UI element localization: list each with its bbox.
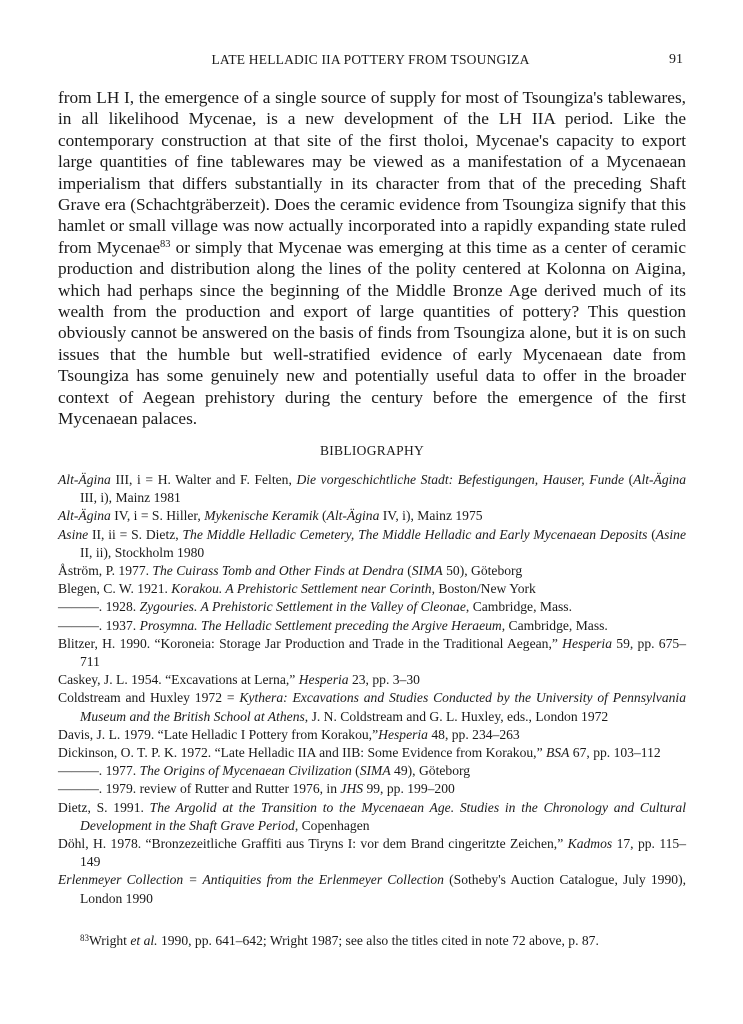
entry-text: , Cambridge, Mass. <box>501 617 608 633</box>
bibliography-entry <box>58 744 686 762</box>
bibliography-entry <box>58 689 686 725</box>
entry-title: Zygouries. A Prehistoric Settlement in the Valley of Cleonae <box>139 599 466 615</box>
entry-text: SIMA <box>359 763 391 779</box>
entry-text: Alt-Ägina <box>633 472 686 487</box>
bibliography-entry <box>58 762 686 780</box>
entry-text: ———. 1928. <box>58 599 140 615</box>
entry-journal: JHS <box>340 781 364 797</box>
entry-text: Alt-Ägina <box>58 508 111 524</box>
entry-text: Döhl, H. 1978. “Bronzezeitliche Graffiti aus Tiryns I: vor dem Brand cingeritzte Zeichen,” <box>58 836 568 852</box>
body-text-part1: from LH I, the emergence of a single source of supply for most of Tsoungiza's tablewares, in all likelihood Mycenae, is a new development of the LH IIA period. Like the contemporary construction at that site of the first tholoi, Mycenae's capacity to export large quantities of fine tablewares may be viewed as a manifestation of a Mycenaean imperialism that differs substantially in its character from that of the preceding Shaft Grave era (Schachtgräberzeit). Does the ceramic evidence from Tsoungiza signify that this hamlet or small village was now actually incorporated into a rapidly expanding state ruled from Mycenae <box>58 88 686 257</box>
entry-text: III, i), Mainz 1981 <box>80 490 181 506</box>
entry-text: ———. 1979. review of Rutter and Rutter 1976, in <box>58 781 341 797</box>
entry-text: II, ii = S. Dietz, <box>88 526 183 542</box>
bibliography-entry <box>58 471 686 507</box>
bibliography-entry <box>58 835 686 871</box>
entry-text: 17, pp. 115–149 <box>80 836 686 870</box>
entry-text: ( <box>351 763 360 779</box>
entry-text: Caskey, J. L. 1954. “Excavations at Lerna,” <box>58 672 299 688</box>
bibliography-entry <box>58 617 686 635</box>
entry-text: IV, i = S. Hiller, <box>110 508 205 524</box>
bibliography-entry <box>58 580 686 598</box>
entry-text: 59, pp. 675–711 <box>80 635 686 670</box>
entry-text: ( <box>624 472 634 487</box>
entry-text: III, i = H. Walter and F. Felten, <box>110 472 297 487</box>
footnote-text: Wright <box>89 933 131 948</box>
footnote-number: 83 <box>80 933 89 943</box>
entry-title: The Origins of Mycenaean Civilization <box>139 763 352 779</box>
body-text-part2: or simply that Mycenae was emerging at this time as a center of ceramic production and distribution along the lines of the polity centered at Kolonna on Aigina, which had perhaps since the beginning of the Middle Bronze Age derived much of its wealth from the production and export of large quantities of pottery? This question obviously cannot be answered on the basis of finds from Tsoungiza alone, but it is on such issues that the humble but well-stratified evidence of early Mycenaean date from Tsoungiza has some genuinely new and potentially useful data to offer in the broader context of Aegean prehistory during the century before the emergence of the first Mycenaean palaces. <box>58 237 686 429</box>
bibliography-entry <box>58 726 686 744</box>
entry-title: Prosymna. The Helladic Settlement preceding the Argive Heraeum <box>139 617 502 633</box>
entry-text: 50), Göteborg <box>442 563 523 579</box>
entry-text: Coldstream and Huxley 1972 = <box>58 690 240 706</box>
bibliography-list <box>58 471 686 908</box>
entry-text: , Copenhagen <box>294 817 370 833</box>
entry-text: II, ii), Stockholm 1980 <box>80 544 205 560</box>
entry-text: Åström, P. 1977. <box>58 563 153 579</box>
bibliography-entry <box>58 871 686 907</box>
entry-text: ( <box>403 563 412 579</box>
entry-text: IV, i), Mainz 1975 <box>379 508 483 524</box>
entry-text: 23, pp. 3–30 <box>348 672 420 688</box>
entry-text: Alt-Ägina <box>58 472 111 487</box>
footnote-text: 1990, pp. 641–642; Wright 1987; see also the titles cited in note 72 above, p. 87. <box>157 933 599 948</box>
entry-text: (Sotheby's Auction Catalogue, July 1990), London 1990 <box>80 872 686 906</box>
entry-journal: Hesperia <box>298 672 349 688</box>
bibliography-entry <box>58 799 686 835</box>
entry-text: Dickinson, O. T. P. K. 1972. “Late Helladic IIA and IIB: Some Evidence from Korakou,” <box>58 745 546 761</box>
entry-title: Mykenische Keramik <box>204 508 319 524</box>
entry-title: Korakou. A Prehistoric Settlement near Corinth <box>171 581 432 597</box>
footnote-text: et al. <box>130 933 158 948</box>
entry-text: Davis, J. L. 1979. “Late Helladic I Pottery from Korakou,” <box>58 726 379 742</box>
entry-text: , J. N. Coldstream and G. L. Huxley, eds., London 1972 <box>304 708 609 724</box>
bibliography-entry <box>58 562 686 580</box>
entry-text: , Boston/New York <box>431 581 536 597</box>
entry-text: 67, pp. 103–112 <box>569 745 661 761</box>
entry-text: Blitzer, H. 1990. “Koroneia: Storage Jar Production and Trade in the Traditional Aegean,” <box>58 635 563 651</box>
body-paragraph <box>58 87 686 430</box>
bibliography-entry <box>58 635 686 671</box>
entry-text: ( <box>318 508 327 524</box>
entry-text: ———. 1977. <box>58 763 140 779</box>
entry-text: Asine <box>58 526 89 542</box>
entry-title: The Cuirass Tomb and Other Finds at Dendra <box>152 563 404 579</box>
bibliography-entry <box>58 526 686 562</box>
entry-title: Erlenmeyer Collection = Antiquities from the Erlenmeyer Collection <box>58 872 444 888</box>
entry-title: The Middle Helladic Cemetery, The Middle Helladic and Early Mycenaean Deposits <box>182 526 648 542</box>
entry-text: Blegen, C. W. 1921. <box>58 581 172 597</box>
bibliography-entry <box>58 507 686 525</box>
page-header <box>58 52 683 72</box>
page-number: 91 <box>669 52 683 67</box>
entry-text: Asine <box>655 526 686 542</box>
entry-title: Kythera: Excavations and Studies Conducted by the University of Pennsylvania Museum and the British School at Athens <box>80 690 687 724</box>
running-title: LATE HELLADIC IIA POTTERY FROM TSOUNGIZA <box>211 52 530 67</box>
bibliography-heading: BIBLIOGRAPHY <box>319 443 425 458</box>
entry-text: Alt-Ägina <box>326 508 380 524</box>
entry-text: ( <box>647 526 656 542</box>
bibliography-entry <box>58 671 686 689</box>
footnote-reference[interactable]: 83 <box>160 238 171 250</box>
entry-text: 48, pp. 234–263 <box>427 726 520 742</box>
entry-journal: BSA <box>546 745 570 761</box>
entry-journal: Hesperia <box>562 635 613 651</box>
bibliography-entry <box>58 598 686 616</box>
entry-text: ———. 1937. <box>58 617 140 633</box>
footnote <box>80 932 686 950</box>
entry-title: The Argolid at the Transition to the Mycenaean Age. Studies in the Chronology and Cultural Development in the Shaft Grave Period <box>80 799 686 833</box>
bibliography-entry <box>58 780 686 798</box>
entry-text: SIMA <box>411 563 443 579</box>
entry-title: Die vorgeschichtliche Stadt: Befestigungen, Hauser, Funde <box>296 472 624 487</box>
entry-journal: Hesperia <box>378 726 428 742</box>
entry-text: , Cambridge, Mass. <box>465 599 572 615</box>
entry-text: 49), Göteborg <box>390 763 471 779</box>
entry-text: 99, pp. 199–200 <box>363 781 455 797</box>
entry-journal: Kadmos <box>567 836 613 852</box>
entry-text: Dietz, S. 1991. <box>58 799 150 815</box>
